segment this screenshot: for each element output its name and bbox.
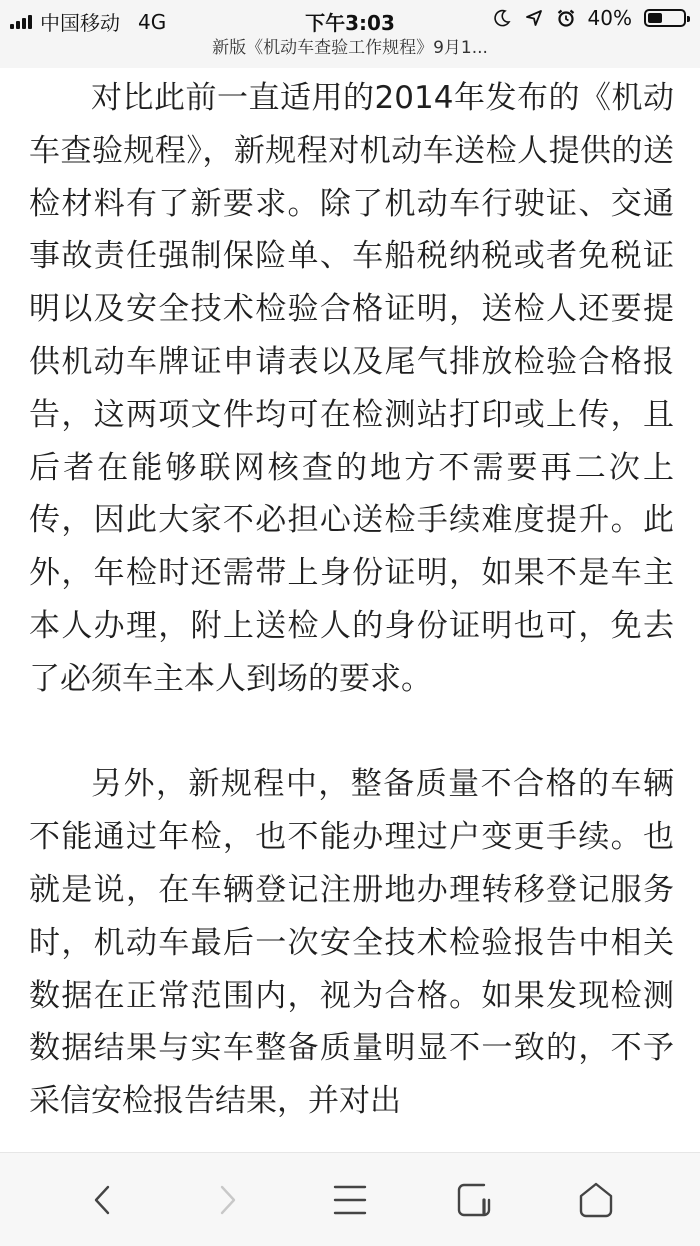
battery-level <box>648 13 662 23</box>
tabs-button[interactable] <box>451 1177 497 1223</box>
tabs-icon <box>454 1180 494 1220</box>
back-button[interactable] <box>80 1177 126 1223</box>
article-paragraph: 另外，新规程中，整备质量不合格的车辆不能通过年检，也不能办理过户变更手续。也就是说，在车辆登记注册地办理转移登记服务时，机动车最后一次安全技术检验报告中相关数据在正常范围内，视为合格。如果发现检测数据结果与实车整备质量明显不一致的，不予采信安检报告结果，并对出 <box>29 766 674 1120</box>
home-icon <box>576 1180 616 1220</box>
battery-percent: 40% <box>587 6 632 30</box>
network-type: 4G <box>138 9 167 34</box>
location-icon <box>524 8 544 28</box>
carrier-name: 中国移动 <box>40 11 120 35</box>
home-button[interactable] <box>573 1177 619 1223</box>
moon-icon <box>492 8 512 28</box>
menu-button[interactable] <box>327 1177 373 1223</box>
menu-icon <box>330 1180 370 1220</box>
status-bar <box>0 0 700 36</box>
back-icon <box>83 1180 123 1220</box>
page-title: 新版《机动车查验工作规程》9月1... <box>0 36 700 68</box>
article-body <box>29 72 674 1128</box>
article-paragraph: 对比此前一直适用的2014年发布的《机动车查验规程》，新规程对机动车送检人提供的送检材料有了新要求。除了机动车行驶证、交通事故责任强制保险单、车船税纳税或者免税证明以及安全技术检验合格证明，送检人还要提供机动车牌证申请表以及尾气排放检验合格报告，这两项文件均可在检测站打印或上传，且后者在能够联网核查的地方不需要再二次上传，因此大家不必担心送检手续难度提升。此外，年检时还需带上身份证明，如果不是车主本人办理，附上送检人的身份证明也可，免去了必须车主本人到场的要求。 <box>29 80 674 697</box>
forward-button[interactable] <box>204 1177 250 1223</box>
forward-icon <box>207 1180 247 1220</box>
alarm-icon <box>556 8 576 28</box>
browser-nav-bar <box>0 1152 700 1246</box>
clock: 下午3:03 <box>305 11 395 35</box>
battery-icon <box>644 9 686 27</box>
status-right <box>492 6 686 30</box>
